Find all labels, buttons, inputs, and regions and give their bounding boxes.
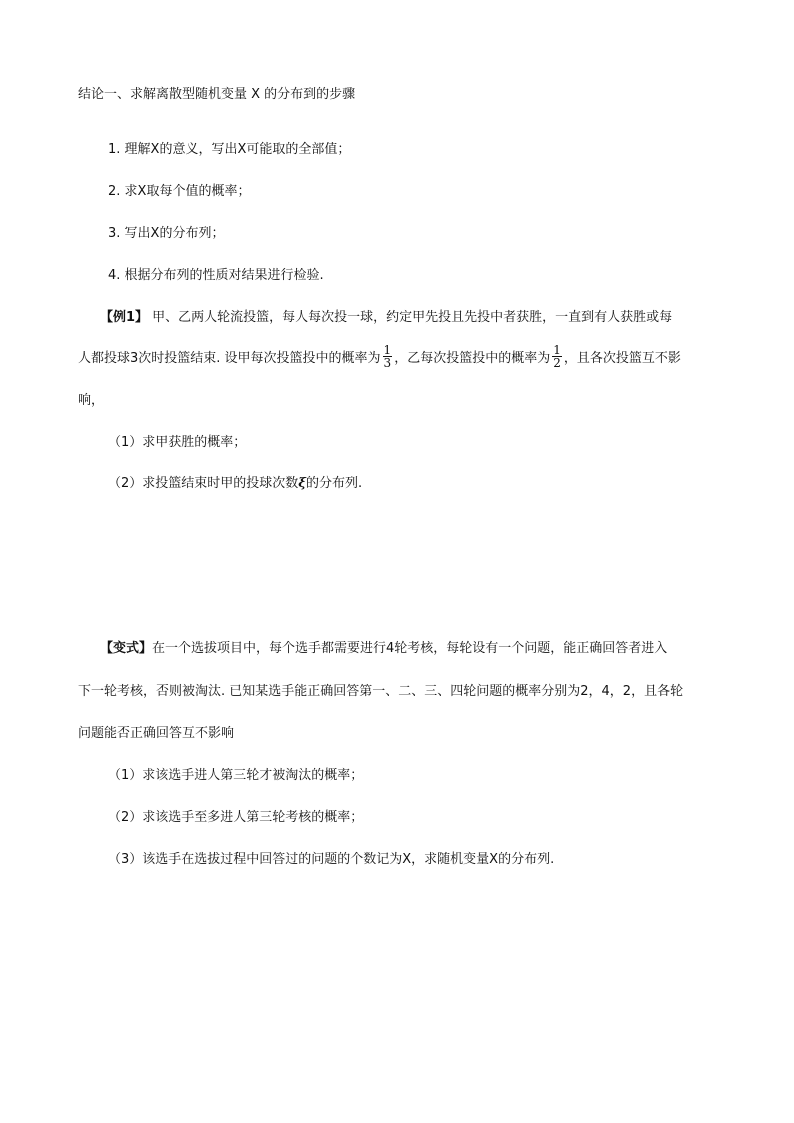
variant-line3: 问题能否正确回答互不影响 [78, 726, 235, 741]
example1-tag: 【例1】 [100, 310, 149, 325]
variant-question-3: （3）该选手在选拔过程中回答过的问题的个数记为X，求随机变量X的分布列. [108, 852, 555, 867]
section-heading: 结论一、求解离散型随机变量 X 的分布到的步骤 [78, 87, 356, 102]
variant-tag: 【变式】 [100, 641, 153, 656]
variant-question-1: （1）求该选手进人第三轮才被淘汰的概率； [108, 768, 364, 783]
xi-variable: ξ [298, 476, 306, 491]
step-1: 1. 理解X的意义，写出X可能取的全部值； [108, 142, 351, 157]
example1-question-2: （2）求投篮结束时甲的投球次数ξ的分布列. [108, 476, 363, 491]
step-4: 4. 根据分布列的性质对结果进行检验. [108, 268, 324, 283]
variant-line1-text: 在一个选拔项目中，每个选手都需要进行4轮考核，每轮设有一个问题，能正确回答者进入 [152, 641, 668, 656]
variant-question-2: （2）求该选手至多进人第三轮考核的概率； [108, 810, 364, 825]
example1-question-1: （1）求甲获胜的概率； [108, 435, 247, 450]
example1-line2: 人都投球3次时投篮结束. 设甲每次投篮投中的概率为 $\frac{1}{3}$ ，乙每次投篮投中的概率为 $\frac{1}{2}$ ，且各次投篮互不影 [78, 343, 681, 370]
example1-line3: 响， [78, 393, 105, 408]
variant-line2: 下一轮考核，否则被淘汰. 已知某选手能正确回答第一、二、三、四轮问题的概率分别为2，4，2，且各轮 [78, 684, 684, 699]
variant-line1 [100, 640, 667, 658]
fraction-one-third: $\frac{1}{3}$ [383, 343, 392, 370]
fraction-one-half: $\frac{1}{2}$ [553, 343, 561, 370]
step-3: 3. 写出X的分布列； [108, 226, 225, 241]
example1-line1-text: 甲、乙两人轮流投篮，每人每次投一球，约定甲先投且先投中者获胜，一直到有人获胜或每 [148, 310, 673, 325]
step-2: 2. 求X取每个值的概率； [108, 184, 251, 199]
example1-line1 [100, 309, 672, 327]
